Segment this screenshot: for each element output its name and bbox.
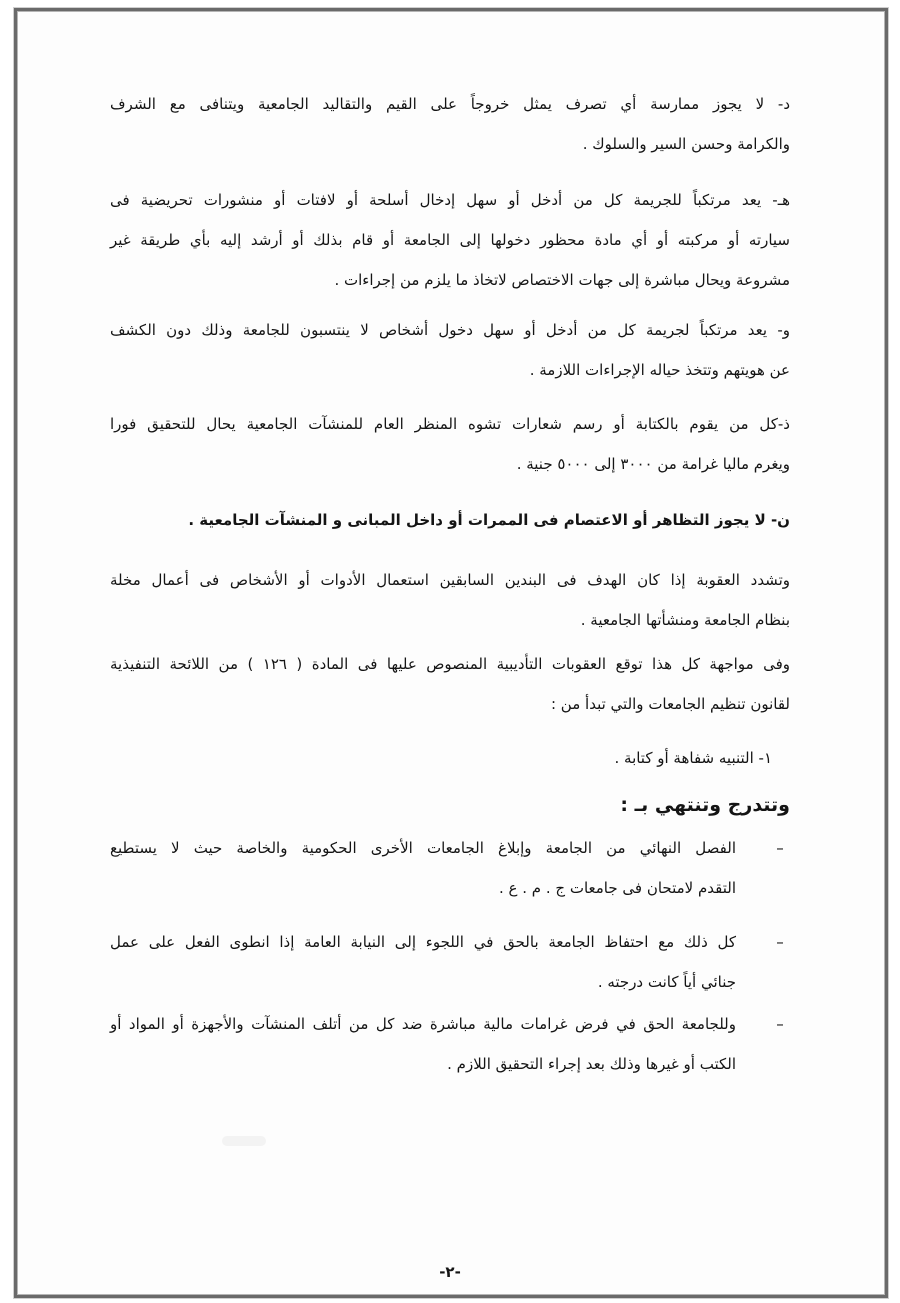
bullet-item [110,922,790,1002]
paragraph-line: مشروعة ويحال مباشرة إلى جهات الاختصاص لاتخاذ ما يلزم من إجراءات . [334,271,790,289]
paragraph-penalty [110,560,790,640]
bullet-dash: – [776,839,784,857]
paragraph-line: وفى مواجهة كل هذا توقع العقوبات التأديبية المنصوص عليها فى المادة ( ١٢٦ ) من اللائحة التنفيذية [110,655,790,673]
bullet-text [110,922,736,1002]
bullet-line: التقدم لامتحان فى جامعات ج . م . ع . [498,879,736,897]
page-number-text: -٢- [439,1263,461,1281]
paragraph-line: هـ- يعد مرتكباً للجريمة كل من أدخل أو سهل إدخال أسلحة أو لافتات أو منشورات تحريضية فى [110,191,790,209]
paragraph-h [110,180,790,300]
paragraph-z [110,404,790,484]
paragraph-line: ١- التنبيه شفاهة أو كتابة . [614,749,772,767]
bullet-line: وللجامعة الحق في فرض غرامات مالية مباشرة ضد كل من أتلف المنشآت والأجهزة أو المواد أو [110,1015,736,1033]
section-heading: وتتدرج وتنتهي بـ : [620,794,790,816]
paragraph-line: د- لا يجوز ممارسة أي تصرف يمثل خروجاً على القيم والتقاليد الجامعية ويتنافى مع الشرف [110,95,790,113]
paragraph-w [110,310,790,390]
paragraph-line: لقانون تنظيم الجامعات والتي تبدأ من : [550,695,790,713]
scan-smudge [222,1136,266,1146]
page-number [0,1263,900,1281]
bullet-dash: – [776,933,784,951]
bullet-line: الكتب أو غيرها وذلك بعد إجراء التحقيق اللازم . [447,1055,736,1073]
bullet-item [110,828,790,908]
paragraph-line: ذ-كل من يقوم بالكتابة أو رسم شعارات تشوه المنظر العام للمنشآت الجامعية يحال للتحقيق فورا [110,415,790,433]
bullet-text [110,1004,736,1084]
bullet-line: كل ذلك مع احتفاظ الجامعة بالحق في اللجوء إلى النيابة العامة إذا انطوى الفعل على عمل [110,933,736,951]
sanction-item-1 [110,738,772,778]
paragraph-line: ويغرم ماليا غرامة من ٣٠٠٠ إلى ٥٠٠٠ جنية . [516,455,790,473]
paragraph-line: سيارته أو مركبته أو أي مادة محظور دخولها إلى الجامعة أو قام بذلك أو أرشد إليه بأي طريقة غير [110,231,790,249]
paragraph-line: ن- لا يجوز التظاهر أو الاعتصام فى الممرات أو داخل المبانى و المنشآت الجامعية . [188,511,790,529]
paragraph-sanctions [110,644,790,724]
bullet-line: جنائي أياً كانت درجته . [597,973,736,991]
paragraph-line: بنظام الجامعة ومنشأتها الجامعية . [580,611,790,629]
bullet-item [110,1004,790,1084]
paragraph-line: عن هويتهم وتتخذ حياله الإجراءات اللازمة . [529,361,790,379]
paragraph-d [110,84,790,164]
bullet-dash: – [776,1015,784,1033]
paragraph-n [110,500,790,540]
bullet-line: الفصل النهائي من الجامعة وإبلاغ الجامعات الأخرى الحكومية والخاصة حيث لا يستطيع [110,839,736,857]
bullet-text [110,828,736,908]
paragraph-line: والكرامة وحسن السير والسلوك . [582,135,790,153]
paragraph-line: و- يعد مرتكباً لجريمة كل من أدخل أو سهل دخول أشخاص لا ينتسبون للجامعة وذلك دون الكشف [110,321,790,339]
paragraph-line: وتشدد العقوبة إذا كان الهدف فى البندين السابقين استعمال الأدوات أو الأشخاص فى أعمال مخلة [110,571,790,589]
